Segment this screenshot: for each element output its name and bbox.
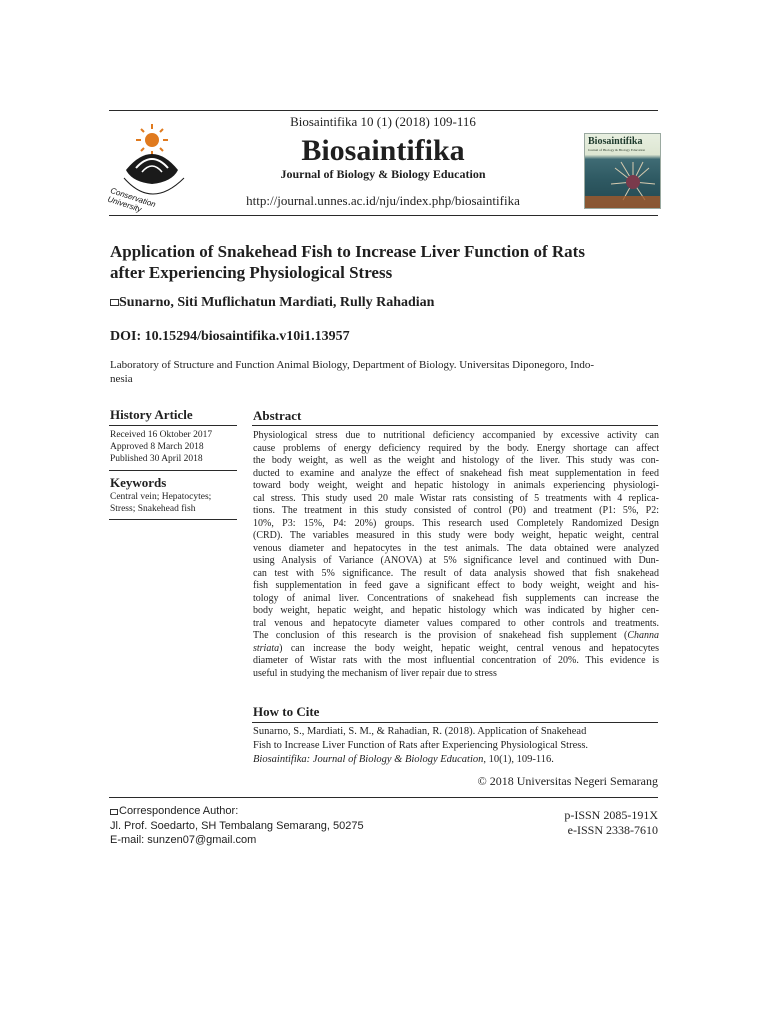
cite-journal-name: Biosaintifika: Journal of Biology & Biology Education xyxy=(253,754,484,765)
e-issn: e-ISSN 2338-7610 xyxy=(567,823,658,837)
correspondence-label: Correspondence Author: xyxy=(119,805,239,817)
cover-title: Biosaintifika xyxy=(588,136,643,147)
copyright: © 2018 Universitas Negeri Semarang xyxy=(477,774,658,788)
keywords-rule xyxy=(109,519,237,520)
abstract-line: ducted to examine and analyze the effect of snakehead fish meat supplementation in feed xyxy=(253,467,659,479)
abstract-rule xyxy=(252,425,658,426)
author-list: Sunarno, Siti Muflichatun Mardiati, Rully Rahadian xyxy=(119,295,435,310)
header-rule xyxy=(109,215,658,216)
article-title-line1: Application of Snakehead Fish to Increase Liver Function of Rats xyxy=(110,242,585,261)
cite-volume: , 10(1), 109-116. xyxy=(483,754,554,765)
abstract-line: diameter of Wistar rats with the most influential concentration of 20%. This evidence is xyxy=(253,655,659,666)
keywords-heading: Keywords xyxy=(110,475,167,490)
date-received: Received 16 Oktober 2017 xyxy=(110,430,213,440)
abstract-line: cause problems of energy deficiency required by the body. Energy shortage can affect xyxy=(253,442,659,454)
affiliation-line2: nesia xyxy=(110,373,133,385)
abstract-line: venous diameter and hepatocytes in the test animals. The data obtained were analyzed xyxy=(253,542,659,554)
abstract-body xyxy=(253,430,659,680)
logo-text: Conservation University xyxy=(106,186,157,214)
journal-subtitle: Journal of Biology & Biology Education xyxy=(280,167,486,181)
abstract-line: useful in studying the mechanism of liver repair due to stress xyxy=(253,667,497,679)
abstract-line: tral venous and hepatocyte diameter values compared to other controls and treatments. xyxy=(253,617,659,629)
abstract-line: body weight, hepatic weight, and hepatic histology which was indicated by higher cen- xyxy=(253,605,659,616)
abstract-line: fish supplementation in feed gave a significant effect to body weight, weight and his- xyxy=(253,580,659,591)
date-approved: Approved 8 March 2018 xyxy=(110,442,204,452)
doi[interactable]: DOI: 10.15294/biosaintifika.v10i1.13957 xyxy=(110,329,350,344)
journal-title: Biosaintifika xyxy=(301,134,465,167)
journal-url[interactable]: http://journal.unnes.ac.id/nju/index.php/biosaintifika xyxy=(246,193,520,208)
abstract-italic-genus: Channa xyxy=(627,630,659,641)
abstract-line: striata) can increase the body weight, hepatic weight, central venous and hepatocytes xyxy=(253,642,659,654)
article-title-line2: after Experiencing Physiological Stress xyxy=(110,263,393,282)
abstract-line: 10%, P3: 15%, P4: 20%) groups. This research used Completely Randomized Design xyxy=(253,517,659,529)
abstract-line: toward body weight, weight and hepatic histology in animals experiencing physiologi- xyxy=(253,480,659,491)
footer-rule xyxy=(109,797,658,798)
p-issn: p-ISSN 2085-191X xyxy=(564,808,658,822)
abstract-line: can test with 5% significance. The result of data analysis showed that fish snakehead xyxy=(253,567,659,579)
top-rule xyxy=(109,110,658,111)
cover-subtitle: Journal of Biology & Biology Education xyxy=(588,148,646,152)
cite-line3 xyxy=(253,754,659,765)
abstract-line: tions. The treatment in this study consisted of control (P0) and treatment (P1: 5%, P2: xyxy=(253,505,659,516)
abstract-line: Physiological stress due to nutritional deficiency accompanied by excessive activity can xyxy=(253,430,659,441)
abstract-line: The conclusion of this research is the provision of snakehead fish supplement (Channa xyxy=(253,630,659,641)
keywords-line1: Central vein; Hepatocytes; xyxy=(110,492,212,502)
abstract-line: cal stress. This study used 20 male Wistar rats consisting of 5 treatments with 4 replica- xyxy=(253,492,659,504)
abstract-line: tology of animal liver. Concentrations of snakehead fish supplements can increase the xyxy=(253,592,659,604)
date-published: Published 30 April 2018 xyxy=(110,454,203,464)
cite-line1: Sunarno, S., Mardiati, S. M., & Rahadian, R. (2018). Application of Snakehead xyxy=(253,726,587,737)
abstract-heading: Abstract xyxy=(253,408,302,423)
sea-urchin-icon xyxy=(585,134,660,208)
abstract-italic-species: striata xyxy=(253,642,280,654)
history-rule xyxy=(109,425,237,426)
cite-line2: Fish to Increase Liver Function of Rats after Experiencing Physiological Stress. xyxy=(253,740,589,751)
history-bottom-rule xyxy=(109,470,237,471)
journal-cover-image xyxy=(584,133,661,209)
history-heading: History Article xyxy=(110,407,193,422)
cite-heading: How to Cite xyxy=(253,704,320,719)
correspondence-address: Jl. Prof. Soedarto, SH Tembalang Semarang, 50275 xyxy=(110,820,364,832)
envelope-icon xyxy=(110,299,119,306)
abstract-line: (CRD). The variables measured in this study were body weight, hepatic weight, central xyxy=(253,530,659,541)
footer-envelope-icon xyxy=(110,809,118,815)
keywords-line2: Stress; Snakehead fish xyxy=(110,504,196,514)
correspondence-email[interactable]: E-mail: sunzen07@gmail.com xyxy=(110,834,257,846)
affiliation-line1: Laboratory of Structure and Function Animal Biology, Department of Biology. Universitas Diponegoro, Indo- xyxy=(110,359,595,371)
abstract-line: the body weight, as well as the weight and histology of the liver. This study was con- xyxy=(253,455,659,466)
citation-line: Biosaintifika 10 (1) (2018) 109-116 xyxy=(290,114,476,129)
abstract-line: using Analysis of Variance (ANOVA) at 5% significance level and continued with Dun- xyxy=(253,555,659,566)
cite-rule xyxy=(252,722,658,723)
